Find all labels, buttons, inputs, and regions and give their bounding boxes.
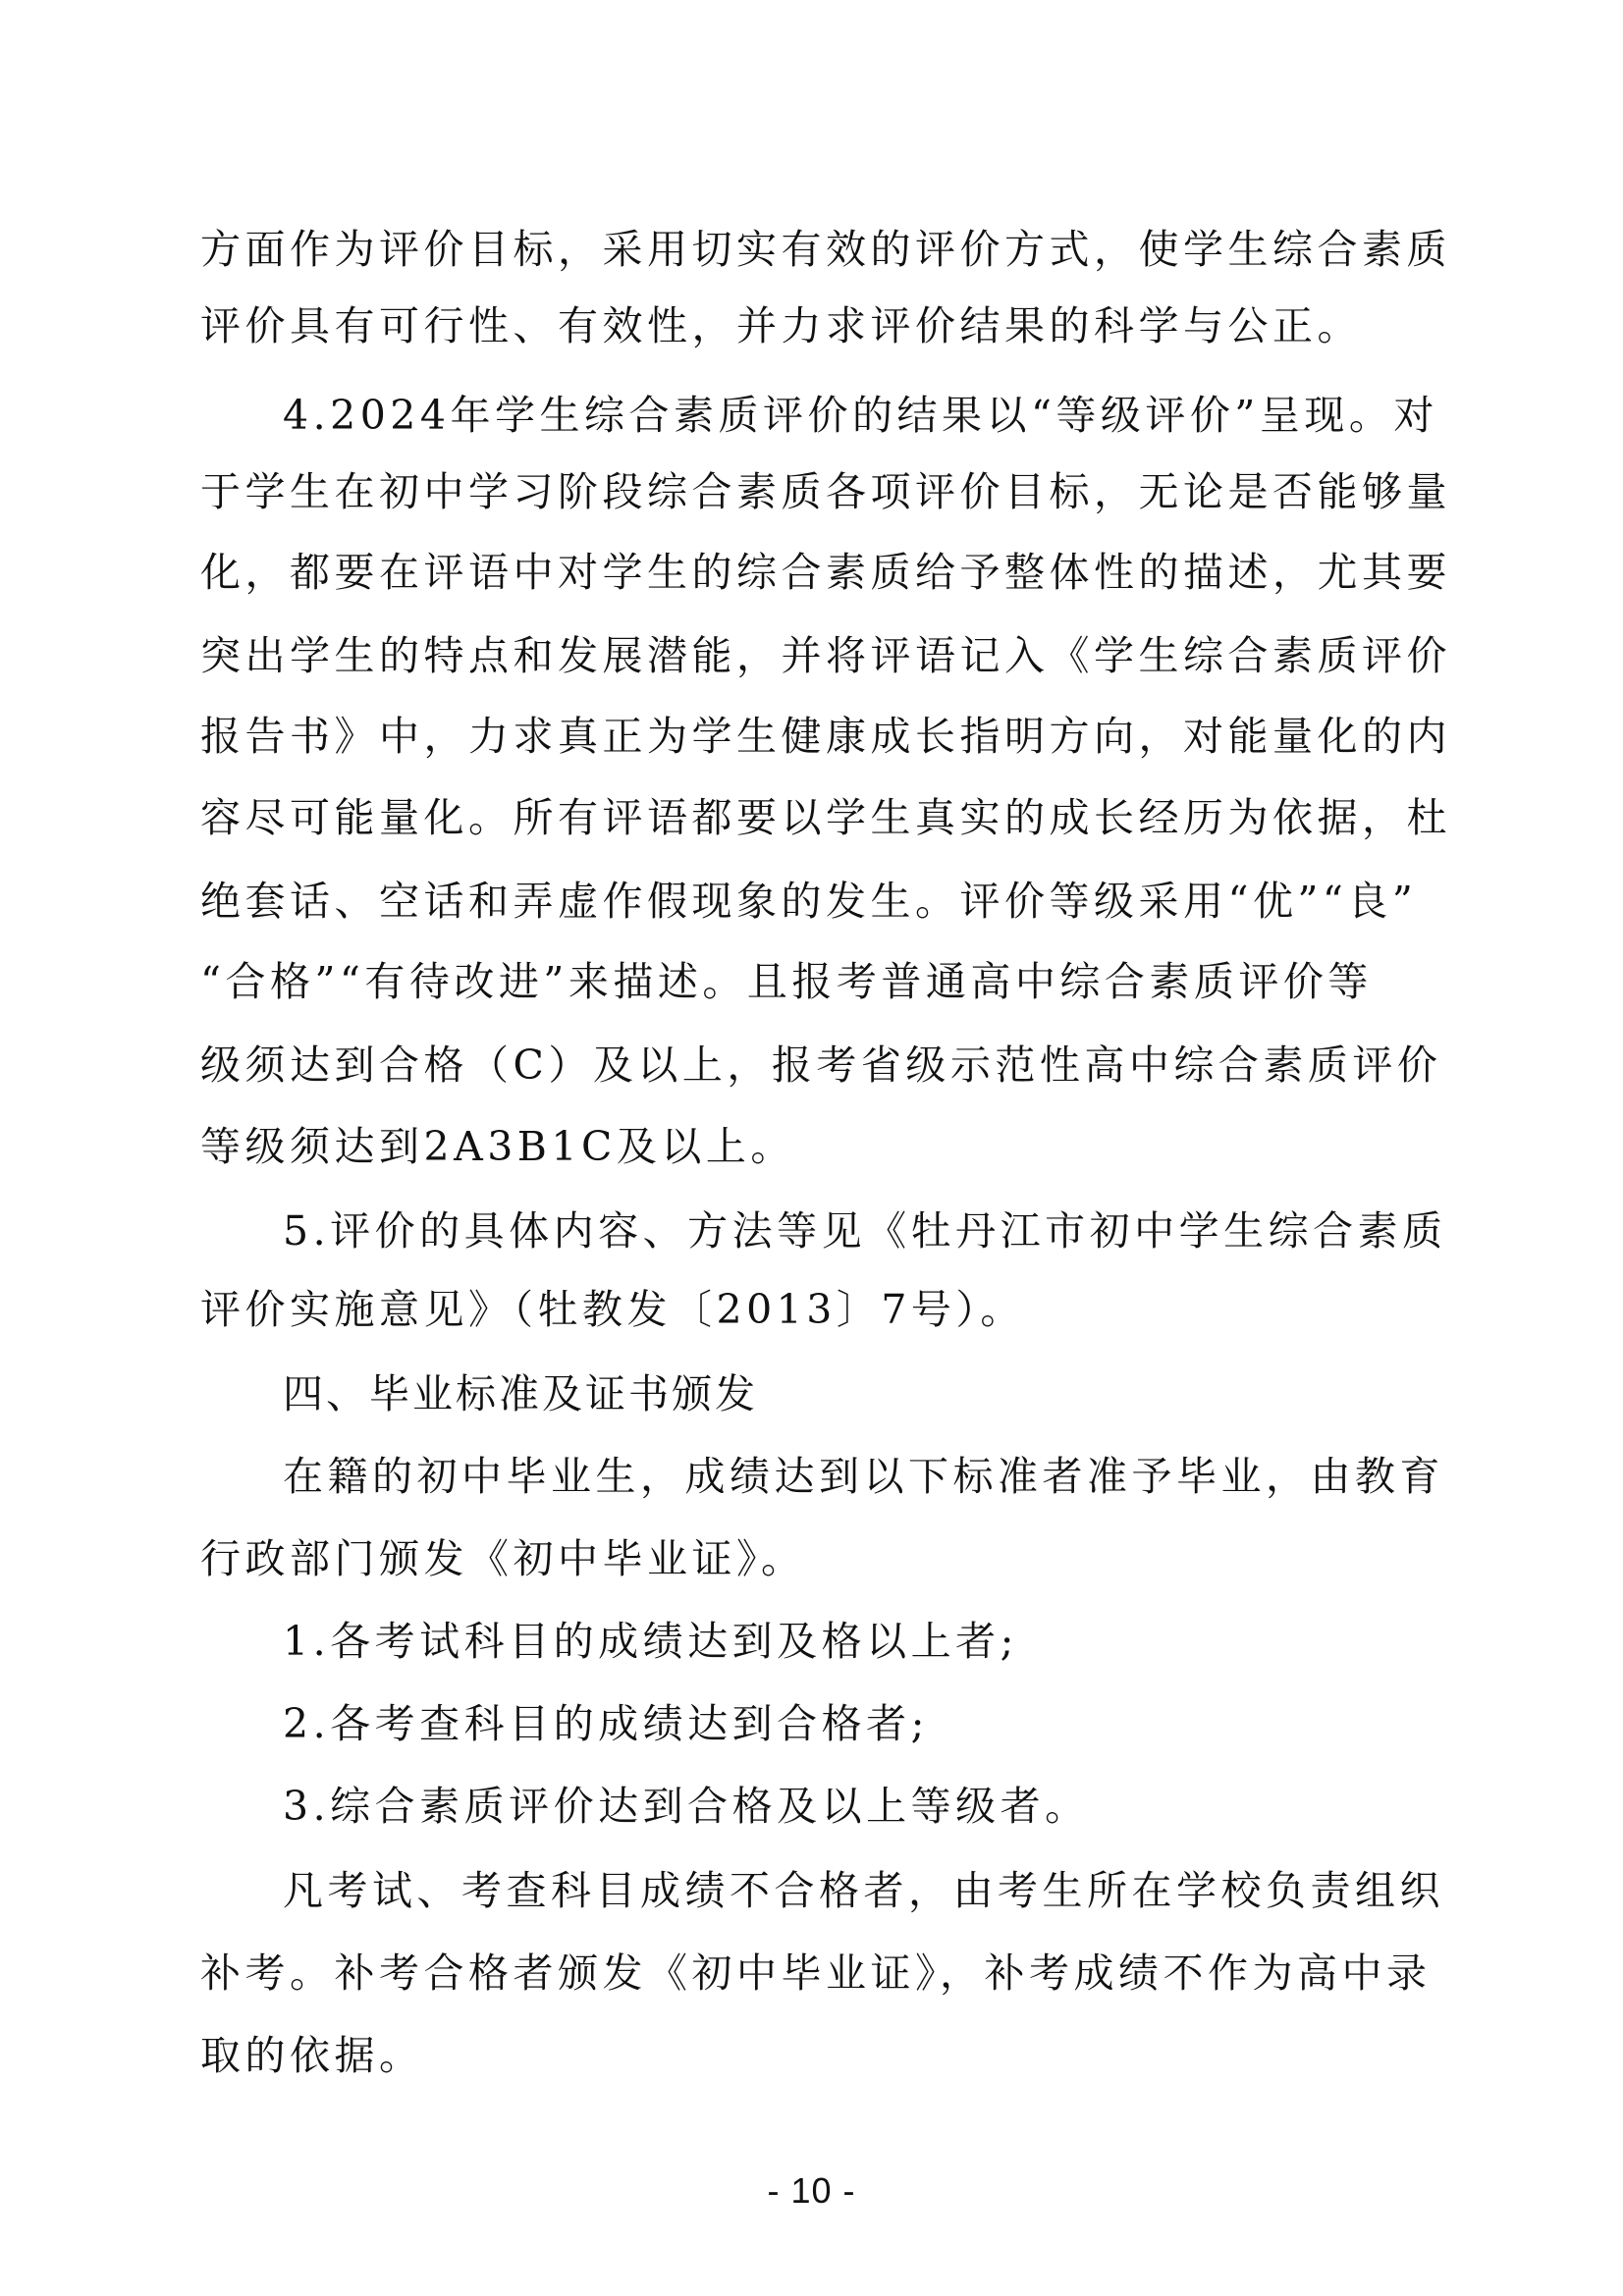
paragraph-line-15: 在籍的初中毕业生，成绩达到以下标准者准予毕业，由教育 bbox=[283, 1453, 1444, 1500]
paragraph-line-11: 级须达到合格（C）及以上，报考省级示范性高中综合素质评价 bbox=[200, 1041, 1442, 1089]
paragraph-line-17: 凡考试、考查科目成绩不合格者，由考生所在学校负责组织 bbox=[283, 1867, 1444, 1914]
paragraph-line-14: 评价实施意见》（牡教发〔2013〕7号）。 bbox=[200, 1286, 1025, 1333]
paragraph-line-1: 方面作为评价目标，采用切实有效的评价方式，使学生综合素质 bbox=[200, 226, 1451, 273]
paragraph-line-3: 4.2024年学生综合素质评价的结果以“等级评价”呈现。对 bbox=[283, 392, 1438, 439]
page-number: - 10 - bbox=[767, 2170, 856, 2211]
paragraph-line-10: “合格”“有待改进”来描述。且报考普通高中综合素质评价等 bbox=[200, 958, 1373, 1005]
paragraph-line-7: 报告书》中，力求真正为学生健康成长指明方向，对能量化的内 bbox=[200, 713, 1451, 760]
paragraph-line-18: 补考。补考合格者颁发《初中毕业证》，补考成绩不作为高中录 bbox=[200, 1949, 1432, 1997]
paragraph-line-9: 绝套话、空话和弄虚作假现象的发生。评价等级采用“优”“良” bbox=[200, 878, 1418, 925]
section-heading: 四、毕业标准及证书颁发 bbox=[283, 1370, 758, 1417]
paragraph-line-6: 突出学生的特点和发展潜能，并将评语记入《学生综合素质评价 bbox=[200, 632, 1451, 679]
list-item-1: 1.各考试科目的成绩达到及格以上者; bbox=[283, 1618, 1018, 1665]
paragraph-line-2: 评价具有可行性、有效性，并力求评价结果的科学与公正。 bbox=[200, 302, 1362, 349]
paragraph-line-8: 容尽可能量化。所有评语都要以学生真实的成长经历为依据，杜 bbox=[200, 794, 1451, 841]
paragraph-line-16: 行政部门颁发《初中毕业证》。 bbox=[200, 1535, 806, 1582]
list-item-2: 2.各考查科目的成绩达到合格者; bbox=[283, 1700, 929, 1747]
paragraph-line-13: 5.评价的具体内容、方法等见《牡丹江市初中学生综合素质 bbox=[283, 1207, 1447, 1255]
paragraph-line-4: 于学生在初中学习阶段综合素质各项评价目标，无论是否能够量 bbox=[200, 468, 1451, 515]
paragraph-line-19: 取的依据。 bbox=[200, 2032, 424, 2079]
paragraph-line-5: 化，都要在评语中对学生的综合素质给予整体性的描述，尤其要 bbox=[200, 549, 1451, 596]
list-item-3: 3.综合素质评价达到合格及以上等级者。 bbox=[283, 1783, 1090, 1830]
paragraph-line-12: 等级须达到2A3B1C及以上。 bbox=[200, 1123, 795, 1170]
